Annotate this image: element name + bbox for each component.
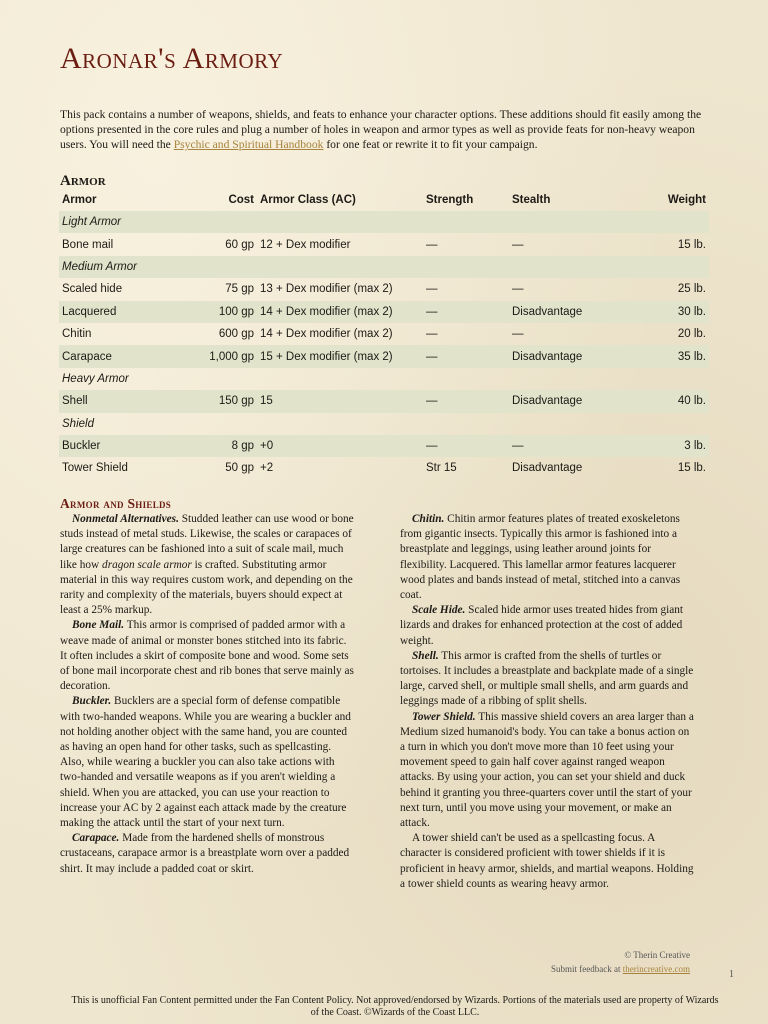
armor-cost: 8 gp [205, 435, 257, 457]
paragraph-text: is crafted. Substituting armor material in this way requires custom work, and depending on the rarity and complexity of the materials, buyers should expect at least a 25% markup. [60, 558, 353, 617]
table-row [59, 457, 709, 479]
armor-name: Buckler [59, 435, 205, 457]
armor-name: Scaled hide [62, 283, 123, 296]
armor-strength: — [426, 238, 438, 251]
armor-cost: 50 gp [225, 462, 254, 475]
armor-table [59, 189, 709, 480]
shields-column-right [400, 512, 696, 892]
body-paragraph [400, 649, 696, 710]
armor-cost: 150 gp [205, 390, 257, 412]
armor-stealth: — [512, 238, 524, 251]
paragraph-lead: Tower Shield. [412, 710, 476, 723]
page-title: Aronar's Armory [60, 42, 284, 75]
table-row [59, 345, 709, 367]
paragraph-lead: Carapace. [72, 832, 120, 845]
armor-cost: 60 gp [225, 238, 254, 251]
armor-weight: 40 lb. [655, 390, 709, 412]
table-row [59, 301, 709, 323]
armor-strength: — [423, 435, 509, 457]
armor-cost: 1,000 gp [205, 345, 257, 367]
paragraph-lead: Scale Hide. [412, 604, 466, 617]
intro-paragraph [60, 107, 710, 153]
copyright-credit: © Therin Creative [624, 950, 690, 960]
body-paragraph [60, 694, 356, 831]
armor-ac: 14 + Dex modifier (max 2) [257, 301, 423, 323]
armor-weight: 15 lb. [677, 238, 706, 251]
armor-cost: 75 gp [225, 283, 254, 296]
paragraph-text: Chitin armor features plates of treated exoskeletons from gigantic insects. Typically this armor is fashioned into a breastplate and leggings, using leather around joints for flexibility. Lacquered. This lamellar armor features lacquerer wood plates and bands instead of metal, stitched into a canvas coat. [400, 513, 681, 602]
armor-weight: 20 lb. [677, 328, 706, 341]
paragraph-lead: Bone Mail. [72, 619, 125, 632]
paragraph-text: Bucklers are a special form of defense compatible with two-handed weapons. While you are wearing a buckler and not holding another object with the same hand, you are counted as having an open hand for other tasks, such as spellcasting. Also, while wearing a buckler you can also take actions with two-handed and versatile weapons as if you aren't wielding a shield. When you are attacked, you can use your reaction to increase your AC by 2 against each attack made by the creature making the attack until the start of your next turn. [60, 695, 351, 830]
armor-strength: — [426, 283, 438, 296]
armor-strength: — [423, 390, 509, 412]
armor-strength: — [423, 345, 509, 367]
armor-weight: 35 lb. [655, 345, 709, 367]
shields-column-left [60, 512, 356, 877]
paragraph-lead: Shell. [412, 649, 439, 662]
armor-stealth: — [512, 328, 524, 341]
feedback-label: Submit feedback at [551, 964, 623, 974]
armor-stealth: Disadvantage [509, 301, 655, 323]
paragraph-text: This armor is comprised of padded armor with a weave made of animal or monster bones stitched into its fabric. It often includes a skirt of composite bone and wood. Some sets of bone mail incorporate chest and rib bones that serve mainly as decoration. [60, 619, 354, 693]
paragraph-text: This armor is crafted from the shells of turtles or tortoises. It includes a breastplate and backplate made of a single large, carved shell, or multiple small shells, and arm guards and leggings made of a ribbing of split shells. [400, 649, 694, 708]
armor-stealth: — [512, 283, 524, 296]
col-header-strength: Strength [426, 194, 474, 206]
intro-text-end: for one feat or rewrite it to fit your campaign. [323, 138, 538, 152]
armor-strength: — [426, 328, 438, 341]
armor-ac: +0 [257, 435, 423, 457]
armor-name: Lacquered [59, 301, 205, 323]
armor-ac: 12 + Dex modifier [260, 238, 351, 251]
italic-term: dragon scale armor [102, 558, 192, 571]
armor-name: Tower Shield [62, 462, 128, 475]
armor-cost: 600 gp [218, 328, 254, 341]
armor-name: Carapace [59, 345, 205, 367]
armor-stealth: — [509, 435, 655, 457]
feedback-link[interactable]: therincreative.com [622, 964, 690, 974]
paragraph-lead: Chitin. [412, 513, 445, 525]
armor-ac: +2 [260, 462, 274, 475]
col-header-cost: Cost [228, 194, 254, 206]
paragraph-text: A tower shield can't be used as a spellcasting focus. A character is considered proficient with tower shields if it is proficient in heavy armor, shields, and martial weapons. Holding a tower shield counts as wearing heavy armor. [400, 832, 694, 890]
armor-category-row [59, 211, 709, 233]
armor-weight: 3 lb. [655, 435, 709, 457]
body-paragraph [400, 603, 696, 649]
armor-ac: 15 [257, 390, 423, 412]
armor-category-row [59, 256, 709, 278]
table-row [59, 390, 709, 412]
armor-category-row [59, 368, 709, 390]
paragraph-text: Made from the hardened shells of monstrous crustaceans, carapace armor is a breastplate worn over a padded shirt. It may include a padded coat or skirt. [60, 832, 350, 875]
feedback-line [551, 964, 690, 974]
armor-name: Chitin [62, 328, 92, 341]
armor-table-header [59, 189, 709, 211]
shields-heading: Armor and Shields [60, 496, 172, 511]
paragraph-text: Scaled hide armor uses treated hides from giant lizards and drakes for enhanced protection at the cost of added weight. [400, 604, 684, 647]
armor-stealth: Disadvantage [509, 390, 655, 412]
paragraph-text: This massive shield covers an area larger than a Medium sized humanoid's body. You can take a bonus action on a turn in which you don't move more than 10 feet using your movement speed to gain half cover against ranged weapon attacks. By using your action, you can set your shield and duck behind it granting you three-quarters cover until the start of your next turn, until you move using your movement, or make an attack. [400, 710, 694, 830]
armor-weight: 15 lb. [677, 462, 706, 475]
table-row [59, 435, 709, 457]
armor-category: Light Armor [59, 211, 709, 233]
paragraph-text: Studded leather can use wood or bone studs instead of metal studs. Likewise, the scales or carapaces of large creatures can be fashioned into a suit of scale mail, much like how [60, 513, 354, 571]
body-paragraph [400, 831, 696, 892]
body-paragraph [400, 512, 696, 603]
handbook-link[interactable]: Psychic and Spiritual Handbook [173, 138, 324, 152]
body-paragraph [60, 512, 356, 618]
table-row [59, 233, 709, 255]
table-row [59, 278, 709, 300]
body-paragraph [60, 618, 356, 694]
intro-text: This pack contains a number of weapons, shields, and feats to enhance your character options. These additions should fit easily among the options presented in the core rules and plug a number of holes in weapon and armor types as well as provide feats for non-heavy weapon users. You will need the [60, 108, 702, 152]
armor-ac: 15 + Dex modifier (max 2) [257, 345, 423, 367]
armor-name: Bone mail [62, 238, 114, 251]
page-number: 1 [729, 969, 734, 980]
armor-stealth: Disadvantage [512, 462, 583, 475]
paragraph-lead: Nonmetal Alternatives. [72, 513, 179, 525]
armor-strength: Str 15 [426, 462, 457, 475]
armor-ac: 13 + Dex modifier (max 2) [260, 283, 393, 296]
paragraph-lead: Buckler. [72, 695, 112, 708]
armor-category: Shield [62, 417, 94, 430]
armor-strength: — [423, 301, 509, 323]
armor-weight: 25 lb. [677, 283, 706, 296]
col-header-weight: Weight [667, 194, 706, 206]
col-header-ac: Armor Class (AC) [260, 194, 356, 206]
armor-stealth: Disadvantage [509, 345, 655, 367]
armor-category: Medium Armor [59, 256, 709, 278]
armor-category-row [59, 413, 709, 435]
fan-content-notice: This is unofficial Fan Content permitted under the Fan Content Policy. Not approved/endorsed by Wizards. Portions of the materials used are property of Wizards of the Coast. ©Wizards of the Coast LLC. [71, 995, 719, 1018]
armor-cost: 100 gp [205, 301, 257, 323]
armor-category: Heavy Armor [62, 372, 129, 385]
body-paragraph [400, 710, 696, 832]
col-header-stealth: Stealth [512, 194, 551, 206]
armor-name: Shell [59, 390, 205, 412]
armor-table-body [59, 211, 709, 480]
armor-heading: Armor [60, 173, 106, 189]
body-paragraph [60, 831, 356, 877]
armor-weight: 30 lb. [655, 301, 709, 323]
table-row [59, 323, 709, 345]
col-header-armor: Armor [62, 194, 97, 206]
armor-ac: 14 + Dex modifier (max 2) [260, 328, 393, 341]
